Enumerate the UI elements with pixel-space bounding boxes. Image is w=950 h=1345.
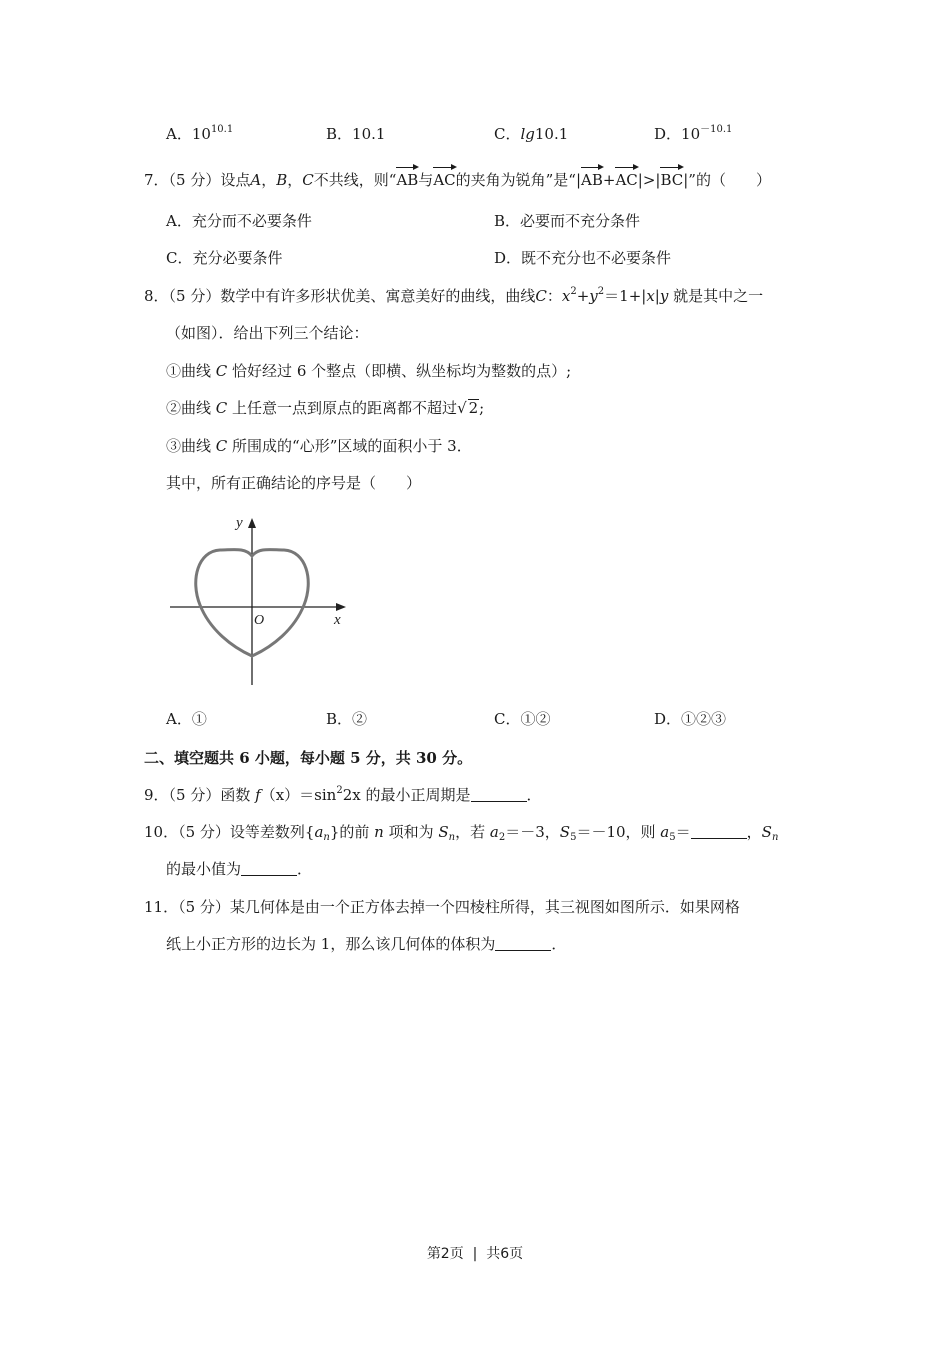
q11-stem: 11．（5 分）某几何体是由一个正方体去掉一个四棱柱所得，其三视图如图所示．如果网格 (144, 898, 740, 916)
vector-bc: BC (660, 171, 684, 189)
section-2-heading: 二、填空题共 6 小题，每小题 5 分，共 30 分。 (144, 749, 473, 767)
q6-option-c: C．lg10.1 (494, 125, 569, 143)
vector-ab: AB (396, 171, 419, 189)
q7-option-c: C．充分必要条件 (166, 249, 283, 267)
q8-conclusion-2: ②曲线 C 上任意一点到原点的距离都不超过√ 2; (166, 399, 485, 417)
sqrt-icon: √ (457, 399, 467, 417)
q6-option-a: A．$10^{10.1}$ (166, 124, 234, 143)
y-axis-label: y (236, 515, 243, 531)
x-axis-label: x (334, 612, 341, 628)
page-total: 共6页 (486, 1246, 524, 1262)
vector-ac-2: AC (615, 171, 638, 189)
heart-curve-figure (160, 510, 360, 690)
vector-ac: AC (433, 171, 456, 189)
page-footer: 第2页 | 共6页 (426, 1246, 524, 1262)
q8-conclusion-1: ①曲线 C 恰好经过 6 个整点（即横、纵坐标均为整数的点）; (166, 362, 572, 380)
q8-option-b: B．② (326, 710, 368, 728)
q8-option-c: C．①② (494, 710, 551, 728)
y-axis-arrow-icon (248, 518, 256, 528)
q6-option-b: B．10.1 (326, 125, 386, 143)
origin-label: O (254, 613, 265, 628)
q9-answer-blank[interactable] (471, 787, 527, 802)
q8-conclusion-3: ③曲线 C 所围成的“心形”区域的面积小于 3． (166, 437, 472, 455)
page-number: 第2页 (426, 1246, 464, 1262)
q10-answer-blank-1[interactable] (691, 824, 747, 839)
q8-stem: 8．（5 分）数学中有许多形状优美、寓意美好的曲线，曲线C：$x^2+y^2=1+|x|y$ 就是其中之一 (144, 286, 764, 305)
q7-stem: 7．（5 分）设点A，B，C不共线，则“AB与AC的夹角为锐角”是“|AB+AC|>|BC|”的（ ） (144, 171, 771, 189)
q8-option-d: D．①②③ (654, 710, 727, 728)
q8-line2: （如图）．给出下列三个结论： (166, 324, 369, 342)
q10-answer-blank-2[interactable] (241, 861, 297, 876)
q6-option-d: D．$10^{-10.1}$ (654, 124, 733, 143)
vector-ab-2: AB (581, 171, 603, 189)
q11-answer-blank[interactable] (495, 936, 551, 951)
q10-stem: 10．（5 分）设等差数列$\{a_n\}$的前 n 项和为 $S_n$，若 $a_2=-3$，$S_5=-10$，则 $a_5=$ ，$S_n$ (144, 823, 779, 843)
x-axis-arrow-icon (336, 603, 346, 611)
q7-option-b: B．必要而不充分条件 (494, 212, 641, 230)
q8-option-a: A．① (166, 710, 207, 728)
q7-option-a: A．充分而不必要条件 (166, 212, 312, 230)
q8-question: 其中，所有正确结论的序号是（ ） (166, 474, 422, 492)
q7-option-d: D．既不充分也不必要条件 (494, 249, 672, 267)
q11-line2: 纸上小正方形的边长为 1，那么该几何体的体积为 ． (166, 935, 567, 953)
q9: 9．（5 分）函数 $f(x)=\sin^22x$ 的最小正周期是 ． (144, 785, 542, 804)
q10-line2: 的最小值为 ． (166, 860, 313, 878)
